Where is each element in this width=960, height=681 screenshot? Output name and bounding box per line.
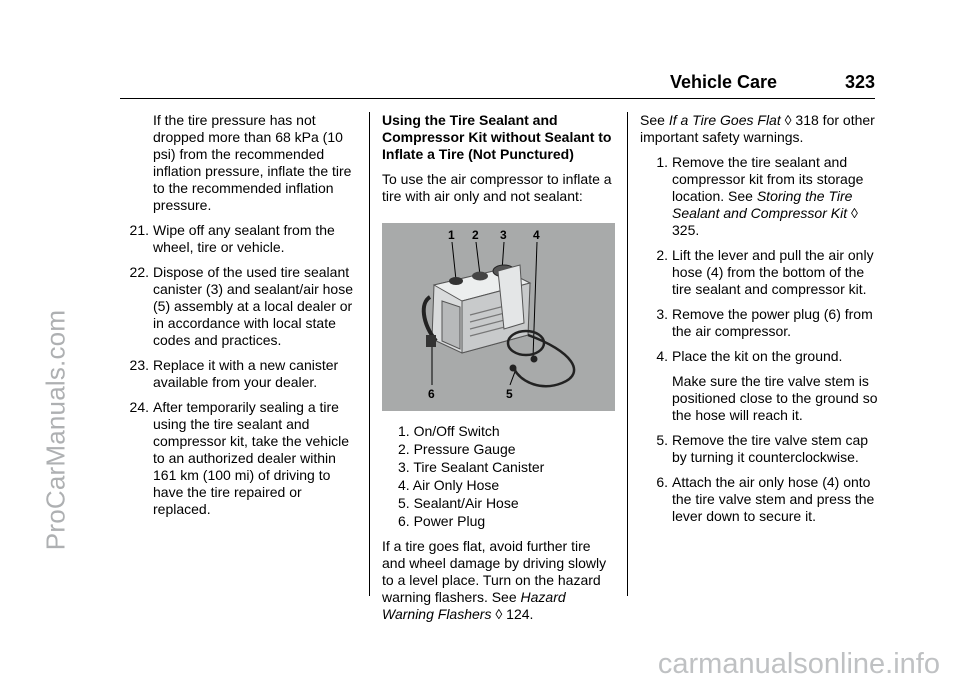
- caption-item: 3. Tire Sealant Canister: [398, 459, 545, 475]
- step-4-note: Make sure the tire valve stem is positioned close to the ground so the hose will reach it.: [672, 373, 878, 423]
- step-5: 5. Remove the tire valve stem cap by turning it counterclockwise.: [656, 432, 869, 465]
- step-23: 23. Replace it with a new canister available from your dealer.: [129, 357, 339, 390]
- flat-tire-paragraph: If a tire goes flat, avoid further tire and wheel damage by driving slowly to a level place. Turn on the hazard warning flashers. See Hazard Warning Flashers ◊ 124.: [382, 538, 607, 622]
- side-watermark: ProCarManuals.com: [40, 309, 71, 551]
- section-intro: To use the air compressor to inflate a tire with air only and not sealant:: [382, 171, 612, 204]
- header-rule: [120, 98, 875, 99]
- intro-paragraph: If the tire pressure has not dropped more than 68 kPa (10 psi) from the recommended inflation pressure, inflate the tire to the recommended inflation pressure.: [153, 112, 352, 213]
- figure-caption: [382, 423, 616, 530]
- figure-label-3: 3: [500, 228, 507, 242]
- step-1: 1. Remove the tire sealant and compressor kit from its storage location. See Storing the Tire Sealant and Compressor Kit ◊ 325.: [656, 154, 864, 238]
- safety-warnings-paragraph: See If a Tire Goes Flat ◊ 318 for other important safety warnings.: [640, 112, 875, 145]
- page-number: 323: [844, 72, 875, 92]
- caption-item: 6. Power Plug: [398, 513, 486, 529]
- caption-item: 5. Sealant/Air Hose: [398, 495, 519, 511]
- step-22: 22. Dispose of the used tire sealant canister (3) and sealant/air hose (5) assembly at a local dealer or in accordance with local state codes and practices.: [129, 264, 353, 348]
- hazard-flashers-link[interactable]: Hazard Warning Flashers: [382, 589, 566, 622]
- step-2: 2. Lift the lever and pull the air only hose (4) from the bottom of the tire sealant and compressor kit.: [656, 247, 874, 297]
- figure-label-6: 6: [428, 387, 435, 401]
- column-divider-1: [369, 112, 370, 596]
- section-heading: Using the Tire Sealant and Compressor Kit without Sealant to Inflate a Tire (Not Punctured): [382, 112, 612, 162]
- compressor-kit-figure: [382, 223, 615, 411]
- page-ref[interactable]: ◊ 325: [672, 205, 858, 238]
- page-ref[interactable]: ◊ 124: [495, 606, 530, 622]
- page-ref[interactable]: ◊ 318: [784, 112, 819, 128]
- figure-label-5: 5: [506, 387, 513, 401]
- storing-kit-link[interactable]: Storing the Tire Sealant and Compressor Kit: [672, 188, 853, 221]
- step-24: 24. After temporarily sealing a tire using the tire sealant and compressor kit, take the vehicle to an authorized dealer within 161 km (100 mi) of driving to have the tire repaired or replaced.: [129, 399, 350, 517]
- step-4: 4. Place the kit on the ground.: [656, 348, 843, 364]
- tire-goes-flat-link[interactable]: If a Tire Goes Flat: [668, 112, 781, 128]
- step-3: 3. Remove the power plug (6) from the air compressor.: [656, 306, 873, 339]
- caption-item: 2. Pressure Gauge: [398, 441, 516, 457]
- caption-item: 4. Air Only Hose: [398, 477, 500, 493]
- page-section-title: Vehicle Care: [670, 72, 778, 92]
- step-6: 6. Attach the air only hose (4) onto the tire valve stem and press the lever down to secure it.: [656, 474, 875, 524]
- figure-label-2: 2: [472, 228, 479, 242]
- column-divider-2: [627, 112, 628, 596]
- figure-label-1: 1: [448, 228, 455, 242]
- figure-label-4: 4: [533, 228, 540, 242]
- column-2: [382, 112, 616, 631]
- step-21: 21. Wipe off any sealant from the wheel, tire or vehicle.: [129, 222, 335, 255]
- column-1: [121, 112, 357, 526]
- bottom-watermark: carmanualsonline.info: [657, 648, 940, 680]
- compressor-kit-illustration: [382, 223, 615, 411]
- caption-item: 1. On/Off Switch: [398, 423, 500, 439]
- column-3: [640, 112, 878, 533]
